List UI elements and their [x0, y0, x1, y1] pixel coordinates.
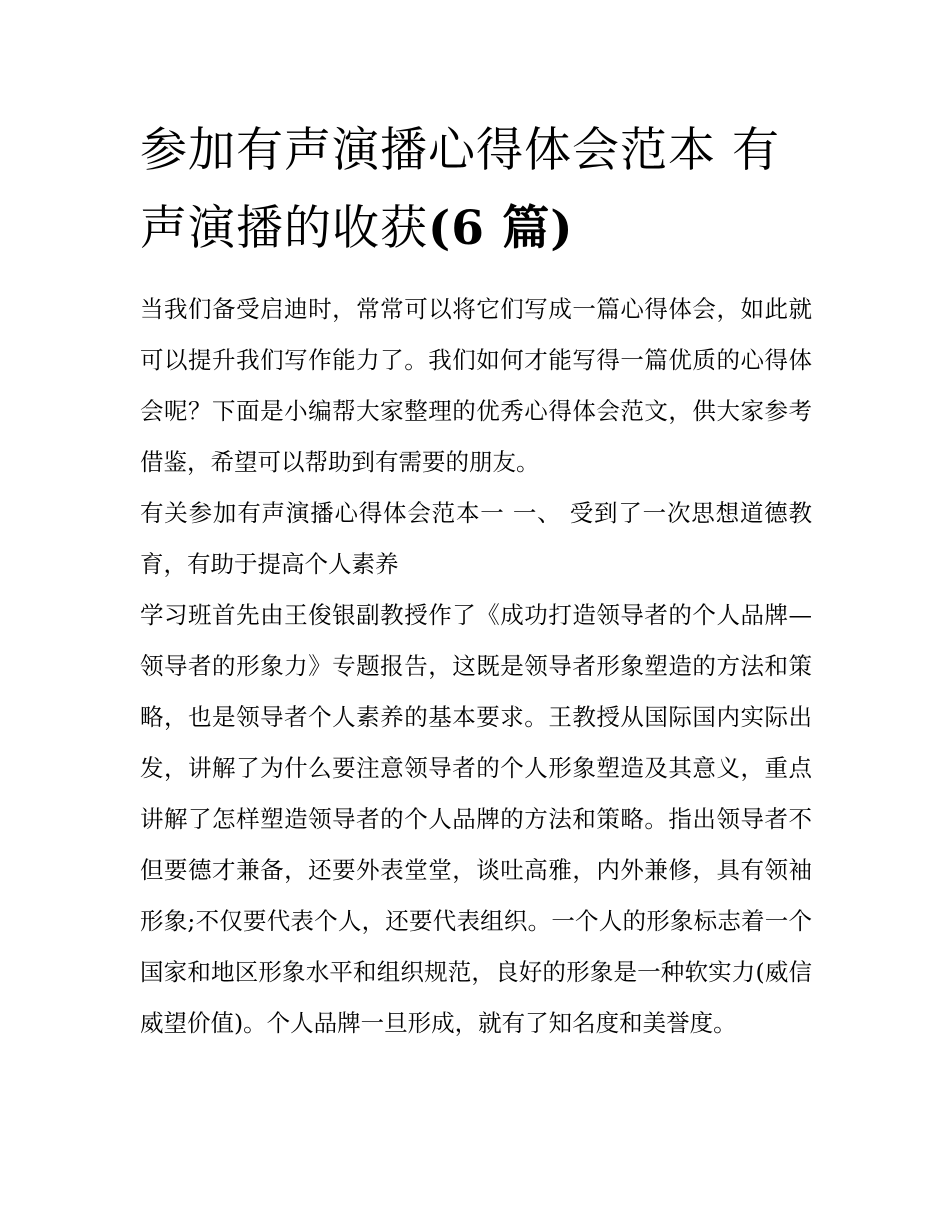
title-count: (6 篇): [428, 201, 574, 256]
section-heading-paragraph: 有关参加有声演播心得体会范本一 一、 受到了一次思想道德教育，有助于提高个人素养: [140, 499, 812, 578]
intro-paragraph: 当我们备受启迪时，常常可以将它们写成一篇心得体会，如此就可以提升我们写作能力了。我们如何才能写得一篇优质的心得体会呢？下面是小编帮大家整理的优秀心得体会范文，供大家参考借鉴，希望可以帮助到有需要的朋友。: [140, 295, 812, 476]
document-title: 参加有声演播心得体会范本 有声演播的收获(6 篇): [140, 123, 780, 256]
body-paragraph: 学习班首先由王俊银副教授作了《成功打造领导者的个人品牌—领导者的形象力》专题报告，这既是领导者形象塑造的方法和策略，也是领导者个人素养的基本要求。王教授从国际国内实际出发，讲解了为什么要注意领导者的个人形象塑造及其意义，重点讲解了怎样塑造领导者的个人品牌的方法和策略。指出领导者不但要德才兼备，还要外表堂堂，谈吐高雅，内外兼修，具有领袖形象;不仅要代表个人，还要代表组织。一个人的形象标志着一个国家和地区形象水平和组织规范，良好的形象是一种软实力(威信威望价值)。个人品牌一旦形成，就有了知名度和美誉度。: [140, 601, 812, 1037]
document-page: [140, 112, 812, 1049]
